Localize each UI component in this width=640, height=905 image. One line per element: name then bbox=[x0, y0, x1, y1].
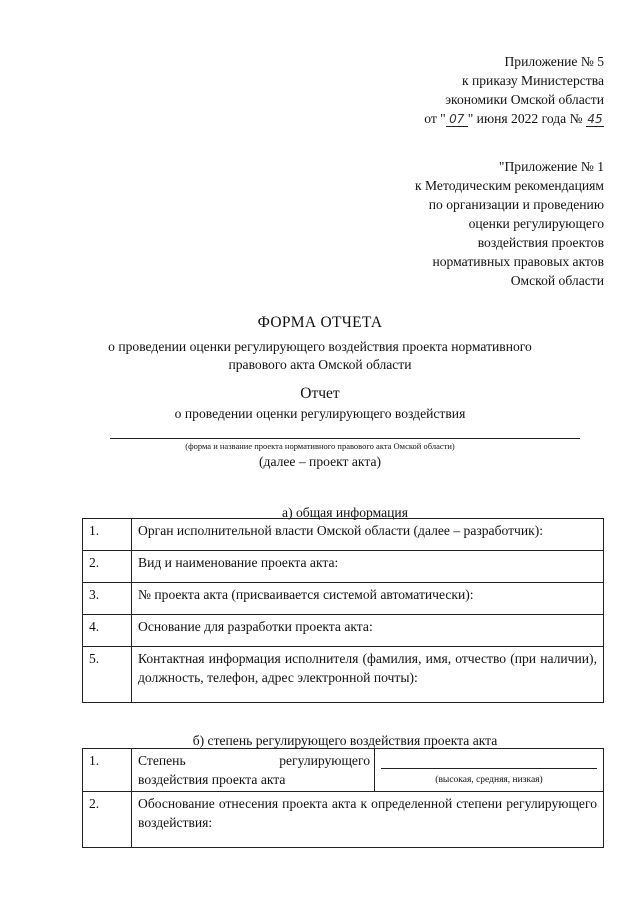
appendix-1-line: по организации и проведению bbox=[428, 197, 604, 212]
appendix-1-line: Омской области bbox=[510, 273, 604, 288]
section-a-heading: а) общая информация bbox=[282, 505, 408, 520]
date-prefix: от " bbox=[424, 111, 446, 126]
project-alias: (далее – проект акта) bbox=[259, 454, 381, 469]
table-row bbox=[83, 583, 604, 615]
general-info-table bbox=[82, 518, 604, 703]
section-b-heading: б) степень регулирующего воздействия проекта акта bbox=[192, 733, 498, 748]
appendix-1-line: воздействия проектов bbox=[477, 235, 604, 250]
appendix-1-line: нормативных правовых актов bbox=[432, 254, 604, 269]
row-text: Орган исполнительной власти Омской области (далее – разработчик): bbox=[132, 519, 604, 551]
table-row bbox=[83, 615, 604, 647]
handwritten-order-number: 45 bbox=[587, 112, 603, 126]
row-number: 4. bbox=[83, 615, 132, 647]
appendix-1-line: оценки регулирующего bbox=[468, 216, 604, 231]
appendix-5-ministry-line: экономики Омской области bbox=[445, 92, 604, 107]
degree-value-hint: (высокая, средняя, низкая) bbox=[435, 775, 543, 785]
row-number: 5. bbox=[83, 647, 132, 703]
row-text: Контактная информация исполнителя (фамилия, имя, отчество (при наличии), должность, телефон, адрес электронной почты): bbox=[132, 647, 604, 703]
appendix-5-order-line: к приказу Министерства bbox=[461, 73, 604, 88]
impact-degree-table bbox=[82, 748, 604, 848]
form-subtitle-line-1: о проведении оценки регулирующего воздействия проекта нормативного bbox=[108, 339, 532, 354]
degree-value-cell bbox=[375, 749, 604, 792]
appendix-5-date-line bbox=[424, 109, 604, 128]
form-title: ФОРМА ОТЧЕТА bbox=[257, 314, 383, 331]
table-row bbox=[83, 551, 604, 583]
degree-label-cell bbox=[132, 749, 375, 792]
form-subtitle-line-2: правового акта Омской области bbox=[228, 357, 412, 372]
appendix-1-header bbox=[415, 157, 604, 290]
date-middle: " июня 2022 года № bbox=[467, 111, 583, 126]
row-text: Основание для разработки проекта акта: bbox=[132, 615, 604, 647]
appendix-5-title: Приложение № 5 bbox=[504, 54, 604, 69]
row-text: Обоснование отнесения проекта акта к определенной степени регулирующего воздействия: bbox=[132, 792, 604, 848]
row-number: 2. bbox=[83, 551, 132, 583]
table-row bbox=[83, 647, 604, 703]
row-number: 3. bbox=[83, 583, 132, 615]
appendix-5-header bbox=[424, 52, 604, 128]
handwritten-day: 07 bbox=[446, 112, 468, 127]
table-row bbox=[83, 519, 604, 551]
table-row bbox=[83, 792, 604, 848]
degree-value-blank bbox=[381, 752, 597, 769]
row-number: 1. bbox=[83, 519, 132, 551]
degree-label-line-2: воздействия проекта акта bbox=[138, 772, 286, 787]
row-text: № проекта акта (присваивается системой автоматически): bbox=[132, 583, 604, 615]
appendix-1-line: "Приложение № 1 bbox=[498, 159, 604, 174]
row-number: 1. bbox=[83, 749, 132, 792]
appendix-1-line: к Методическим рекомендациям bbox=[415, 178, 604, 193]
row-text: Вид и наименование проекта акта: bbox=[132, 551, 604, 583]
degree-label-line-1: Степень регулирующего bbox=[138, 753, 370, 768]
project-name-blank-line bbox=[110, 438, 580, 439]
project-name-hint: (форма и название проекта нормативного правового акта Омской области) bbox=[185, 441, 455, 451]
table-row bbox=[83, 749, 604, 792]
report-title: Отчет bbox=[300, 385, 340, 402]
row-number: 2. bbox=[83, 792, 132, 848]
report-subtitle: о проведении оценки регулирующего воздействия bbox=[174, 406, 466, 421]
